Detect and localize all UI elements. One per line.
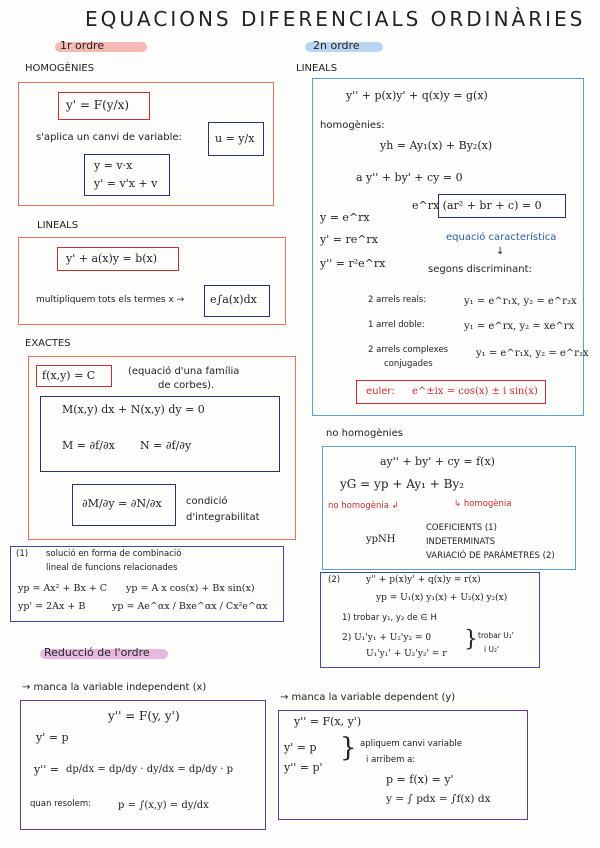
red-left-heading: → manca la variable independent (x) [22, 682, 207, 693]
exact-n: N = ∂f/∂y [140, 439, 192, 452]
lin2-euler-l: euler: [366, 386, 395, 397]
page-title: EQUACIONS DIFERENCIALS ORDINÀRIES [85, 7, 586, 31]
note2-s2b: U₁'y₁' + U₂'y₂' = r [366, 649, 447, 659]
note1-line1: solució en forma de combinació [46, 549, 182, 559]
note1-r1b: yp = A x cos(x) + Bx sin(x) [126, 583, 255, 594]
red-right-p2: y'' = p' [284, 761, 323, 774]
red-left-eq: y'' = F(y, y') [108, 709, 180, 723]
lin2-char-label: equació característica [446, 232, 557, 243]
note1-r2b: yp = Ae^αx / Bxe^αx / Cx²e^αx [112, 601, 268, 612]
lin2-y3: y'' = r²e^rx [320, 257, 386, 270]
lin2-c3l1: 2 arrels complexes [368, 345, 449, 355]
lin2-y1: y = e^rx [320, 211, 370, 224]
homog-eq: y' = F(y/x) [66, 98, 130, 112]
exact-cond-eq: ∂M/∂y = ∂N/∂x [82, 497, 162, 510]
red-right-eq: y'' = F(x, y') [294, 715, 362, 728]
nh-yg: yG = yp + Ay₁ + By₂ [340, 477, 465, 491]
lin2-c1l: 2 arrels reals: [368, 295, 427, 305]
red-right-c2: i arribem a: [366, 755, 416, 765]
lin2-c3r: y₁ = e^r₁x, y₂ = e^r₂x [476, 348, 589, 359]
lin2-c2l: 1 arrel doble: [368, 320, 425, 330]
lin2-euler-r: e^±ix = cos(x) ± i sin(x) [412, 386, 538, 397]
red-left-chain-rhs: dp/dx = dp/dy · dy/dx = dp/dy · p [66, 764, 234, 775]
lin2-c3l2: conjugades [384, 359, 433, 369]
lin1-factor: e∫a(x)dx [210, 293, 257, 306]
nh-lab2: ↳ homogènia [454, 499, 512, 509]
note2-s2a: 2) U₁'y₁ + U₂'y₂ = 0 [342, 633, 432, 643]
first-order-label: 1r ordre [60, 39, 105, 52]
note1-line2: lineal de funcions relacionades [46, 563, 178, 573]
red-right-r1: p = f(x) = y' [386, 773, 454, 786]
exact-cond-1: condició [186, 496, 228, 507]
exact-form: M(x,y) dx + N(x,y) dy = 0 [62, 403, 205, 416]
red-right-c1: apliquem canvi variable [360, 739, 462, 749]
lin2-disc: segons discriminant: [428, 264, 532, 275]
nh-heading: no homogènies [326, 428, 403, 439]
homog-heading: HOMOGÈNIES [25, 63, 95, 74]
exact-m: M = ∂f/∂x [62, 439, 115, 452]
lin1-note: multipliquem tots els termes x → [36, 295, 185, 305]
nh-eq: ay'' + by' + cy = f(x) [380, 455, 495, 468]
reduction-label: Reducció de l'ordre [44, 646, 150, 659]
note2-yp: yp = U₁(x) y₁(x) + U₂(x) y₂(x) [376, 593, 508, 603]
note1-r1a: yp = Ax² + Bx + C [18, 583, 108, 594]
lin2-abc: a y'' + by' + cy = 0 [356, 171, 463, 184]
homog-sub: u = y/x [215, 132, 255, 145]
red-left-p: y' = p [36, 731, 69, 744]
lin2-char-eq: e^rx (ar² + br + c) = 0 [412, 199, 542, 212]
second-order-label: 2n ordre [313, 39, 360, 52]
red-left-sol-l: quan resolem: [30, 799, 91, 809]
lin2-heading: LINEALS [296, 63, 338, 74]
lin2-c2r: y₁ = e^rx, y₂ = xe^rx [464, 321, 575, 332]
red-right-p1: y' = p [284, 741, 317, 754]
red-right-heading: → manca la variable dependent (y) [280, 692, 456, 703]
lin2-arrow: ↓ [496, 246, 505, 257]
lin2-yh: yh = Ay₁(x) + By₂(x) [380, 139, 493, 152]
exact-heading: EXACTES [25, 338, 71, 349]
nh-m2: INDETERMINATS [426, 537, 496, 547]
nh-lab1: no homogènia ↲ [328, 501, 399, 511]
exact-cond-2: d'integrabilitat [186, 512, 260, 523]
note2-num: (2) [328, 575, 341, 585]
lin2-eq: y'' + p(x)y' + q(x)y = g(x) [346, 89, 488, 102]
red-left-chain-lhs: y'' = [34, 763, 59, 776]
homog-note: s'aplica un canvi de variable: [36, 132, 182, 143]
red-right-r2: y = ∫ pdx = ∫f(x) dx [386, 793, 491, 805]
exact-note-2: de corbes). [158, 380, 215, 391]
note2-eq: y'' + p(x)y' + q(x)y = r(x) [366, 575, 481, 585]
nh-m1: COEFICIENTS (1) [426, 523, 497, 533]
red-right-brace: } [340, 733, 357, 763]
note2-s1: 1) trobar y₁, y₂ de ∈ H [342, 613, 437, 623]
exact-eq: f(x,y) = C [42, 369, 96, 382]
exact-note-1: (equació d'una família [128, 366, 240, 377]
nh-yp: ypNH [366, 534, 396, 545]
lin2-y2: y' = re^rx [320, 233, 378, 246]
nh-m3: VARIACIÓ DE PARÀMETRES (2) [426, 551, 555, 561]
note2-s2c2: i U₂' [484, 645, 500, 654]
lin1-heading: LINEALS [37, 220, 79, 231]
note1-num: (1) [16, 549, 29, 559]
note1-r2a: yp' = 2Ax + B [18, 601, 86, 612]
homog-sub-1: y = v·x [94, 159, 133, 172]
lin1-eq: y' + a(x)y = b(x) [66, 252, 158, 265]
lin2-homog: homogènies: [320, 120, 385, 131]
lin2-c1r: y₁ = e^r₁x, y₂ = e^r₂x [464, 296, 577, 307]
note2-s2c1: trobar U₁' [478, 631, 514, 640]
brace: } [464, 627, 478, 652]
red-left-sol-r: p = ∫(x,y) = dy/dx [118, 800, 209, 811]
homog-sub-2: y' = v'x + v [94, 177, 158, 190]
